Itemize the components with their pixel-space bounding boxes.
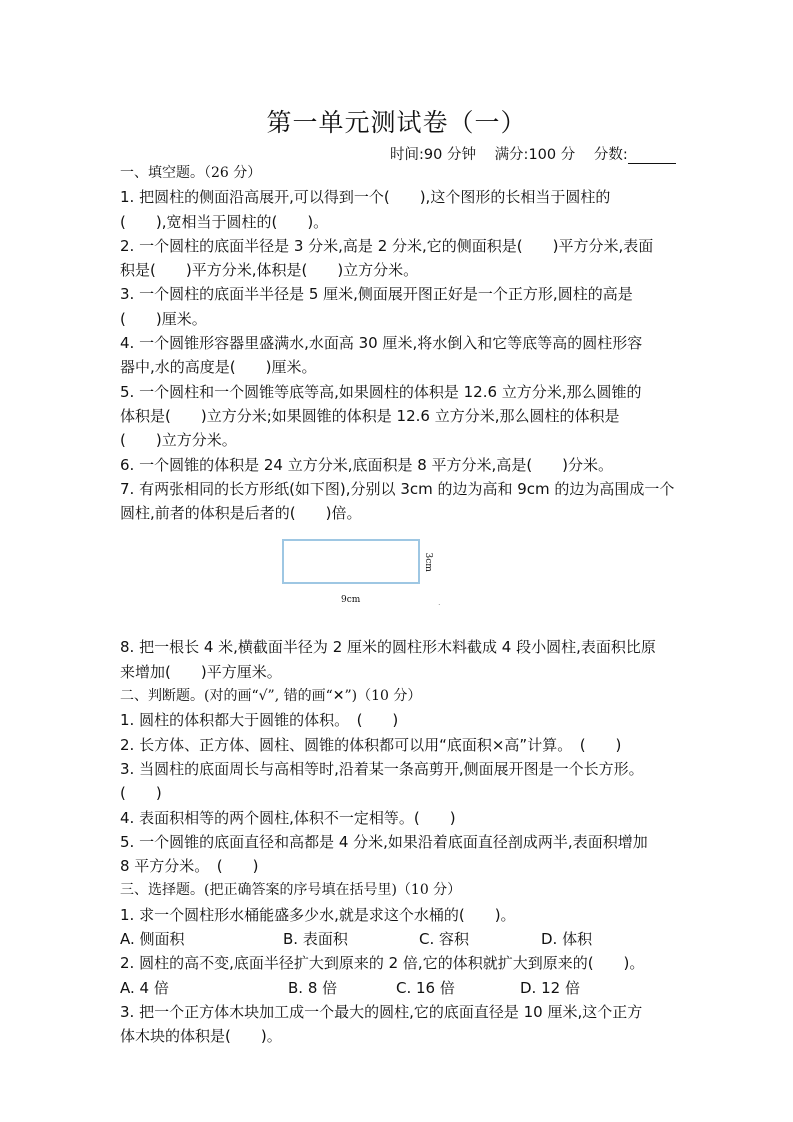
sec1-line: 7. 有两张相同的长方形纸(如下图),分别以 3cm 的边为高和 9cm 的边为高围成一个 <box>120 479 675 498</box>
q1-options <box>120 927 680 951</box>
sec1-line: 6. 一个圆锥的体积是 24 立方分米,底面积是 8 平方分米,高是( )分米。 <box>120 455 614 474</box>
q2-options <box>120 976 680 1000</box>
sec1-line: 5. 一个圆柱和一个圆锥等底等高,如果圆柱的体积是 12.6 立方分米,那么圆锥的 <box>120 382 642 401</box>
sec2-line: 1. 圆柱的体积都大于圆锥的体积。 ( ) <box>120 711 399 730</box>
sec3-question: 体木块的体积是( )。 <box>120 1027 282 1046</box>
sec1-line: 4. 一个圆锥形容器里盛满水,水面高 30 厘米,将水倒入和它等底等高的圆柱形容 <box>120 334 643 353</box>
option: C. 容积 <box>419 930 470 949</box>
option: C. 16 倍 <box>396 978 455 997</box>
option: A. 4 倍 <box>120 978 169 997</box>
exam-content <box>120 161 680 1049</box>
sec1-line: 8. 把一根长 4 米,横截面半径为 2 厘米的圆柱形木料截成 4 段小圆柱,表面积比原 <box>120 638 656 657</box>
option: D. 体积 <box>541 930 593 949</box>
sec2-line: 4. 表面积相等的两个圆柱,体积不一定相等。( ) <box>120 808 456 827</box>
exam-time: 时间:90 分钟 <box>390 147 476 163</box>
sec1-line: 积是( )平方分米,体积是( )立方分米。 <box>120 261 419 280</box>
sec1-line: ( )厘米。 <box>120 309 207 328</box>
sec3-question: 3. 把一个正方体木块加工成一个最大的圆柱,它的底面直径是 10 厘米,这个正方 <box>120 1002 643 1021</box>
sec1-line: 器中,水的高度是( )厘米。 <box>120 358 317 377</box>
figure-mark: . <box>438 598 441 608</box>
sec3-question: 1. 求一个圆柱形水桶能盛多少水,就是求这个水桶的( )。 <box>120 905 516 924</box>
rectangle-figure <box>120 525 680 635</box>
option: B. 表面积 <box>283 930 348 949</box>
sec1-line: 2. 一个圆柱的底面半径是 3 分米,高是 2 分米,它的侧面积是( )平方分米,表面 <box>120 236 654 255</box>
sec1-line: 体积是( )立方分米;如果圆锥的体积是 12.6 立方分米,那么圆柱的体积是 <box>120 406 620 425</box>
width-label: 9cm <box>341 595 361 606</box>
sec2-line: 2. 长方体、正方体、圆柱、圆锥的体积都可以用“底面积×高”计算。 ( ) <box>120 735 622 754</box>
exam-score-label: 分数: <box>593 147 628 163</box>
option: A. 侧面积 <box>120 930 185 949</box>
sec2-line: ( ) <box>120 784 162 803</box>
page-title: 第一单元测试卷（一） <box>266 108 527 137</box>
sec2-line: 5. 一个圆锥的底面直径和高都是 4 分米,如果沿着底面直径剖成两半,表面积增加 <box>120 832 648 851</box>
sec1-line: ( )立方分米。 <box>120 431 237 450</box>
section-heading-fill: 一、填空题。（26 分） <box>120 165 262 181</box>
option: B. 8 倍 <box>288 978 338 997</box>
section-heading-judge: 二、判断题。(对的画“√”, 错的画“✕”)（10 分） <box>120 688 422 705</box>
height-label: 3cm <box>422 552 433 573</box>
sec1-line: ( ),宽相当于圆柱的( )。 <box>120 212 329 231</box>
sec1-line: 圆柱,前者的体积是后者的( )倍。 <box>120 504 362 523</box>
exam-full-score: 满分:100 分 <box>494 147 576 163</box>
paper-rectangle <box>282 539 420 584</box>
sec1-line: 3. 一个圆柱的底面半半径是 5 厘米,侧面展开图正好是一个正方形,圆柱的高是 <box>120 285 633 304</box>
sec1-line: 来增加( )平方厘米。 <box>120 662 282 681</box>
option: D. 12 倍 <box>520 978 580 997</box>
sec2-line: 3. 当圆柱的底面周长与高相等时,沿着某一条高剪开,侧面展开图是一个长方形。 <box>120 759 644 778</box>
sec3-question: 2. 圆柱的高不变,底面半径扩大到原来的 2 倍,它的体积就扩大到原来的( )。 <box>120 954 645 973</box>
section-heading-choice: 三、选择题。(把正确答案的序号填在括号里)（10 分） <box>120 882 462 899</box>
sec1-line: 1. 把圆柱的侧面沿高展开,可以得到一个( ),这个图形的长相当于圆柱的 <box>120 188 611 207</box>
sec2-line: 8 平方分米。 ( ) <box>120 857 259 876</box>
